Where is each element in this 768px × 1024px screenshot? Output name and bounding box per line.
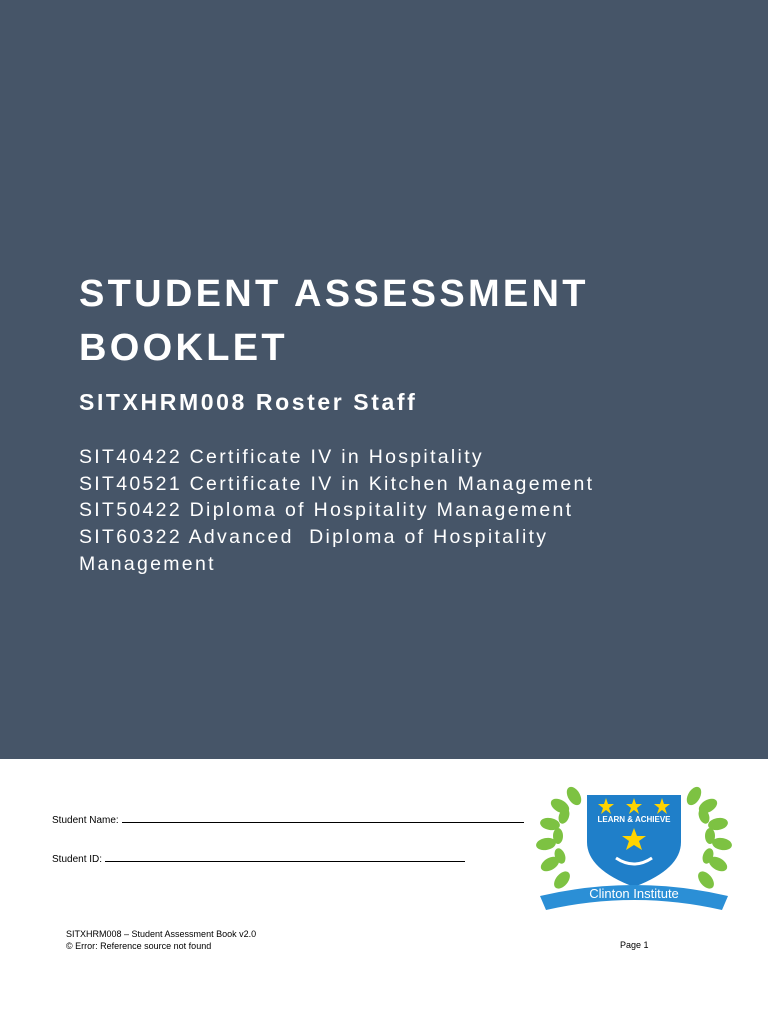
footer-left <box>66 928 256 952</box>
footer-page-number: Page 1 <box>620 940 649 950</box>
unit-code-title: SITXHRM008 Roster Staff <box>79 389 418 415</box>
student-name-label: Student Name: <box>52 815 119 826</box>
qualification-line: SIT40521 Certificate IV in Kitchen Management <box>79 472 595 495</box>
qualification-line: SIT50422 Diploma of Hospitality Management <box>79 499 574 522</box>
qualification-list <box>79 444 739 578</box>
clinton-institute-logo <box>536 778 732 920</box>
student-id-field[interactable] <box>52 852 465 865</box>
student-name-field[interactable] <box>52 813 524 826</box>
logo-motto: LEARN & ACHIEVE <box>597 815 671 824</box>
laurel-left-icon <box>536 784 584 891</box>
student-name-line[interactable] <box>122 813 524 823</box>
logo-name: Clinton Institute <box>589 886 679 901</box>
booklet-title: STUDENT ASSESSMENT BOOKLET <box>79 273 589 369</box>
qualification-line: SIT40422 Certificate IV in Hospitality <box>79 446 484 468</box>
footer-copyright: © Error: Reference source not found <box>66 941 212 951</box>
qualification-line: SIT60322 Advanced Diploma of Hospitality <box>79 526 549 549</box>
student-id-line[interactable] <box>105 852 465 862</box>
qualification-line: Management <box>79 552 216 575</box>
student-id-label: Student ID: <box>52 854 103 865</box>
footer-doc-title: SITXHRM008 – Student Assessment Book v2.0 <box>66 929 257 939</box>
laurel-right-icon <box>684 784 732 891</box>
